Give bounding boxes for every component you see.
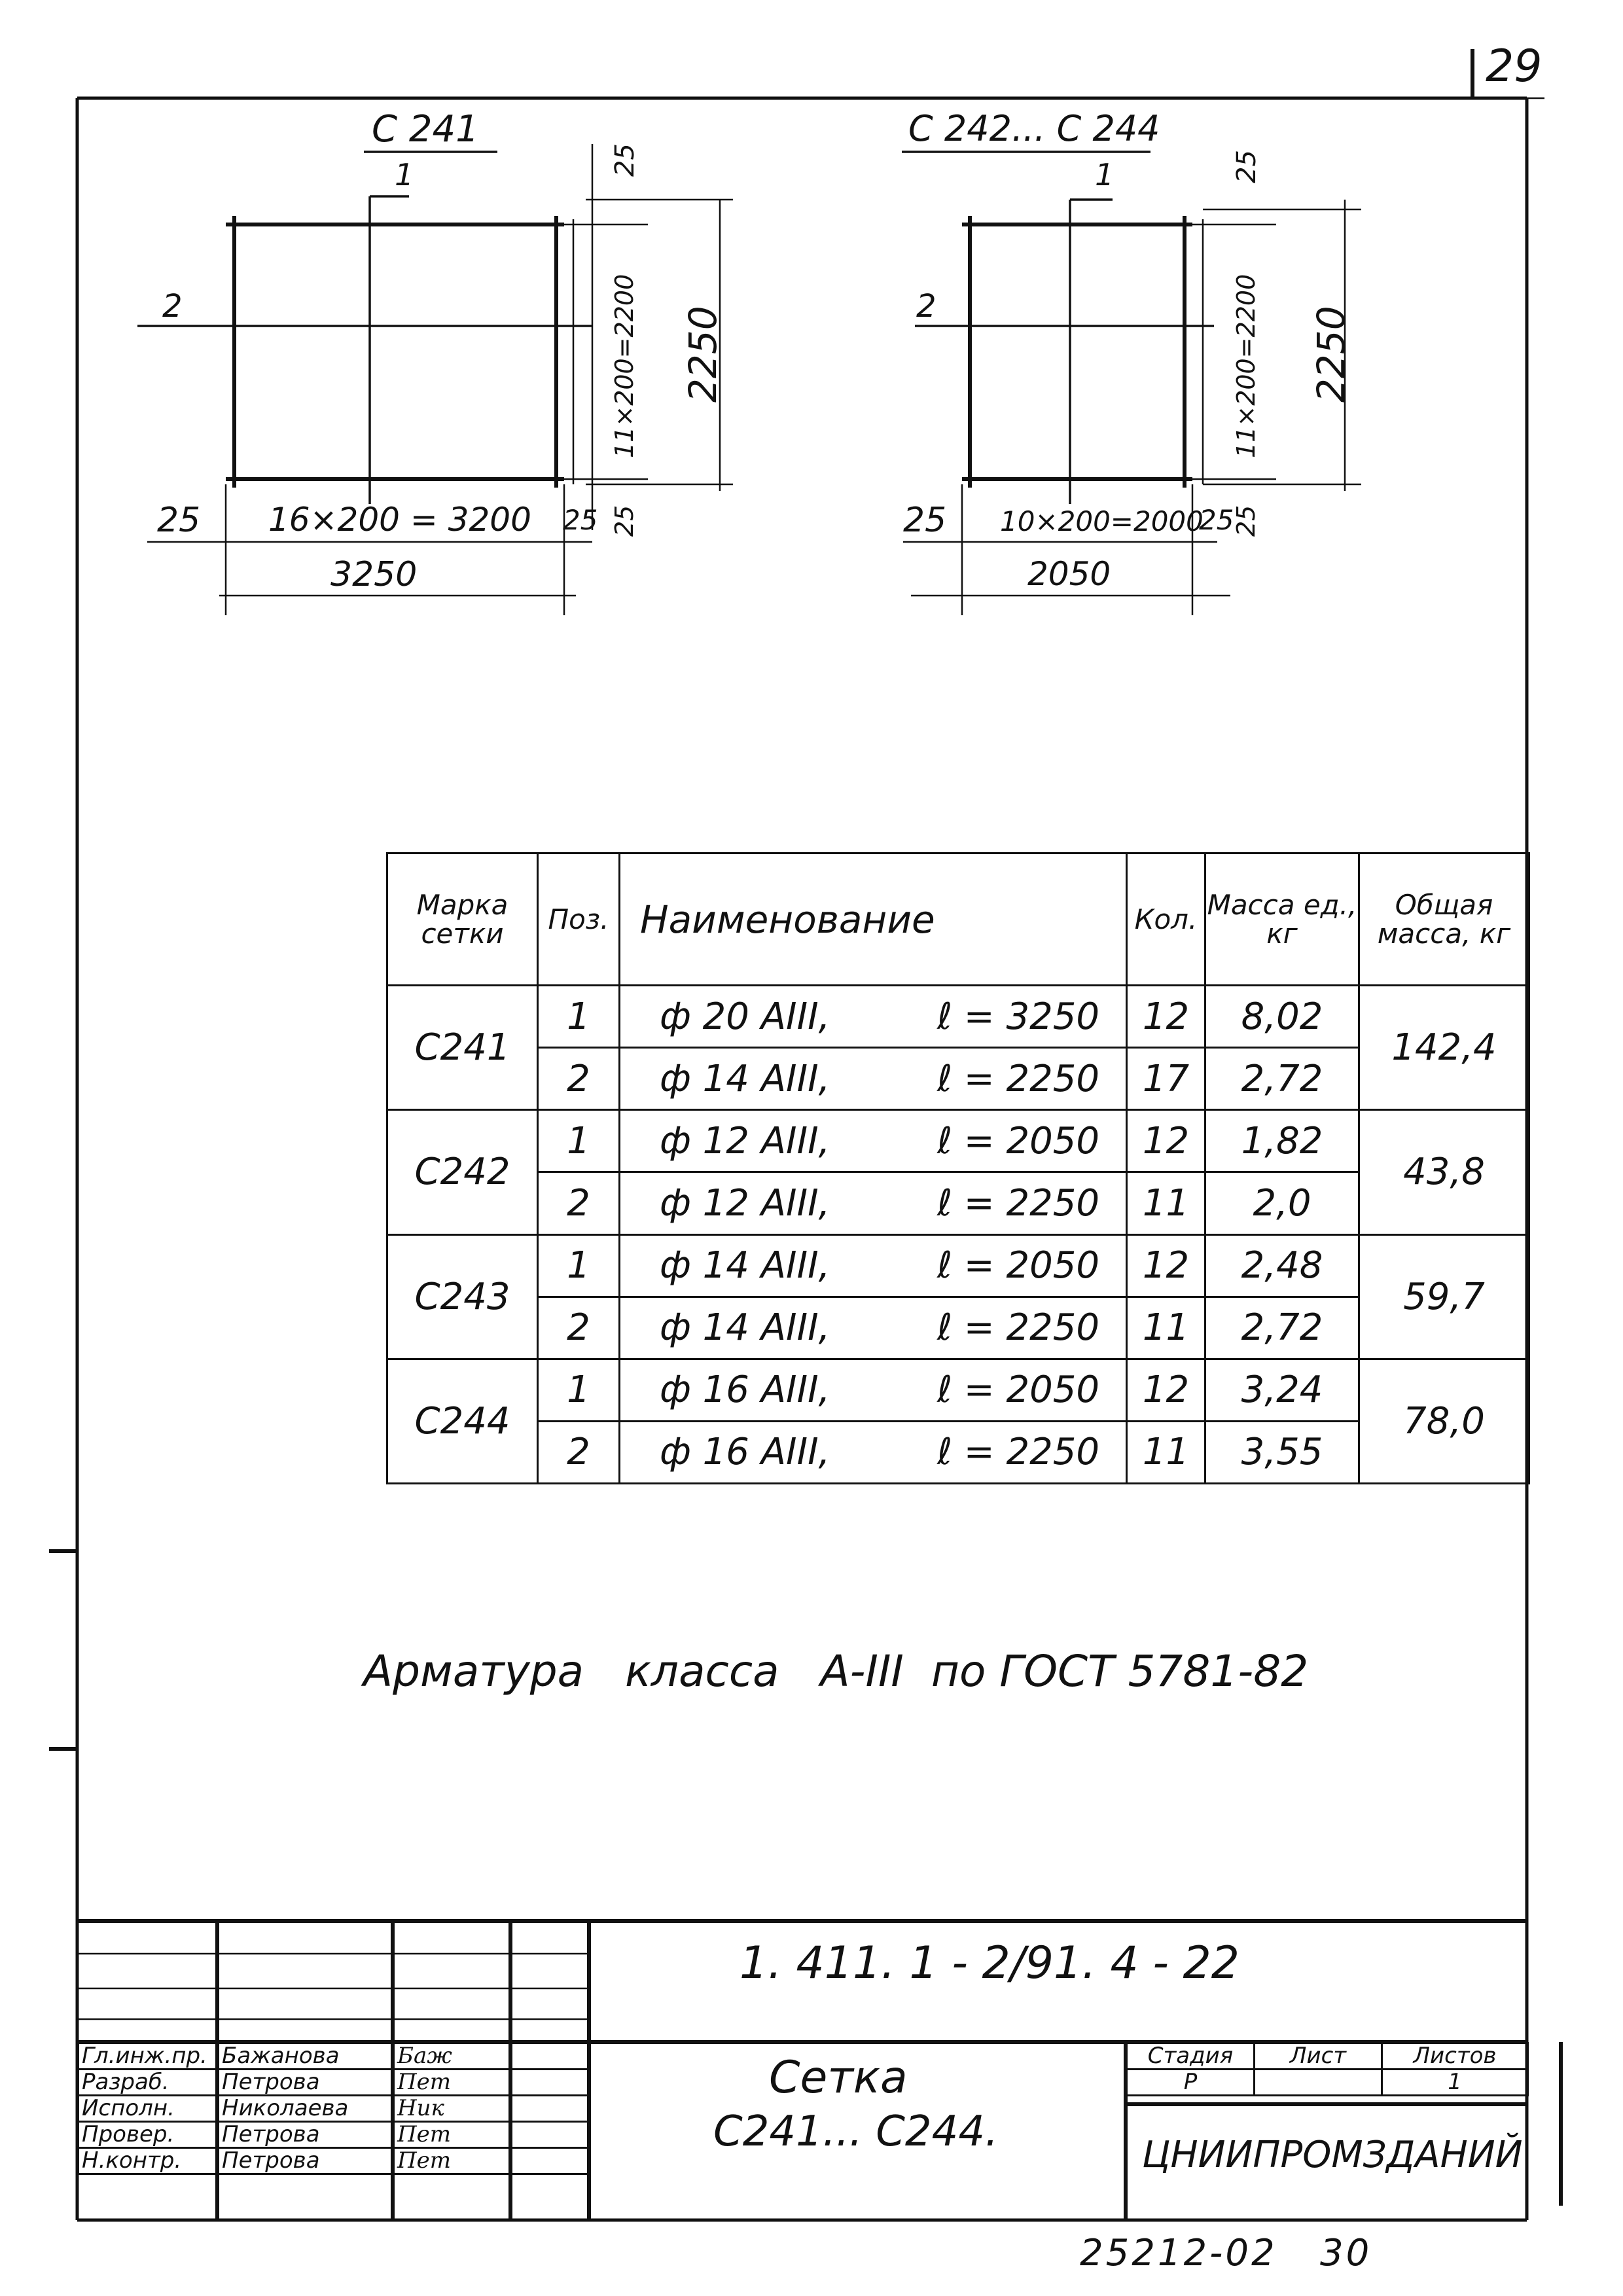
specification-table <box>386 852 1530 1484</box>
c242-c244-dim-bottom-25: 25 <box>1232 505 1260 537</box>
sheet-label: Лист <box>1255 2043 1382 2070</box>
signature-name: Бажанова <box>219 2043 394 2070</box>
table-row <box>387 1172 1529 1234</box>
c242-c244-dim-overall-width: 2050 <box>1027 555 1111 593</box>
c241-dim-overall-height: 2250 <box>681 306 725 403</box>
row-length: ℓ = 2250 <box>936 1057 1099 1100</box>
drawing-c241-lines <box>137 144 733 615</box>
row-pos: 2 <box>538 1421 620 1483</box>
row-length: ℓ = 2250 <box>936 1182 1099 1225</box>
signature: Пет <box>394 2122 512 2148</box>
table-row <box>387 986 1529 1048</box>
row-qty: 12 <box>1127 1110 1205 1172</box>
c241-dim-top-25: 25 <box>610 143 640 177</box>
signature-role: Гл.инж.пр. <box>79 2043 219 2070</box>
table-row <box>387 1048 1529 1110</box>
c242-c244-dim-right-25: 25 <box>1199 504 1234 536</box>
signature-name: Петрова <box>219 2148 394 2174</box>
header-unit-mass: Масса ед., кг <box>1205 853 1359 986</box>
header-pos: Поз. <box>538 853 620 986</box>
row-mass: 1,82 <box>1205 1110 1359 1172</box>
signature-date <box>512 2122 590 2148</box>
signature: Пет <box>394 2070 512 2096</box>
signature-row <box>79 2122 590 2148</box>
c241-dim-vertical-chain: 11×200=2200 <box>610 274 639 458</box>
signature-row <box>79 2148 590 2174</box>
row-name <box>620 1048 1127 1110</box>
signature-role: Провер. <box>79 2122 219 2148</box>
c241-section-1: 1 <box>395 157 414 192</box>
page-number: 29 <box>1486 41 1543 92</box>
c241-dim-bottom-25: 25 <box>610 505 639 537</box>
signature-role: Н.контр. <box>79 2148 219 2174</box>
row-total: 43,8 <box>1359 1110 1529 1234</box>
signature-role: Разраб. <box>79 2070 219 2096</box>
row-qty: 12 <box>1127 1359 1205 1421</box>
c242-c244-title: С 242... С 244 <box>908 108 1160 149</box>
row-mass: 3,55 <box>1205 1421 1359 1483</box>
c242-c244-dim-vertical-chain: 11×200=2200 <box>1232 274 1260 458</box>
signature-name: Петрова <box>219 2070 394 2096</box>
row-qty: 11 <box>1127 1421 1205 1483</box>
table-row <box>387 1421 1529 1483</box>
document-code: 1. 411. 1 - 2/91. 4 - 22 <box>740 1937 1240 1989</box>
organization-name: ЦНИИПРОМЗДАНИЙ <box>1142 2134 1523 2176</box>
table-row <box>387 1359 1529 1421</box>
row-bar: ф 14 AIII, <box>660 1306 830 1350</box>
c241-dim-left-25: 25 <box>157 501 201 540</box>
row-qty: 11 <box>1127 1297 1205 1359</box>
row-name <box>620 1172 1127 1234</box>
signature-date <box>512 2070 590 2096</box>
row-length: ℓ = 2250 <box>936 1306 1099 1350</box>
row-length: ℓ = 3250 <box>936 995 1099 1038</box>
row-mark: С243 <box>387 1234 538 1359</box>
row-name <box>620 1421 1127 1483</box>
row-mass: 2,0 <box>1205 1172 1359 1234</box>
stage-sheets-table <box>1126 2042 1529 2096</box>
row-name <box>620 1110 1127 1172</box>
table-row <box>387 1297 1529 1359</box>
row-mass: 2,72 <box>1205 1048 1359 1110</box>
row-total: 142,4 <box>1359 986 1529 1110</box>
row-mass: 8,02 <box>1205 986 1359 1048</box>
row-mass: 2,48 <box>1205 1234 1359 1297</box>
c242-c244-dim-horizontal-chain: 10×200=2000 <box>1000 505 1204 537</box>
approval-signatures-table <box>77 2042 591 2175</box>
c242-c244-section-2: 2 <box>916 288 936 325</box>
sheet-value <box>1255 2070 1382 2096</box>
c241-dim-overall-width: 3250 <box>330 555 418 594</box>
row-length: ℓ = 2050 <box>936 1244 1099 1287</box>
row-qty: 12 <box>1127 1234 1205 1297</box>
c242-c244-dim-top-25: 25 <box>1232 150 1262 183</box>
row-bar: ф 20 AIII, <box>660 995 830 1038</box>
row-bar: ф 16 AIII, <box>660 1431 830 1474</box>
spec-header-row <box>387 853 1529 986</box>
table-row <box>387 1110 1529 1172</box>
header-mark: Марка сетки <box>387 853 538 986</box>
row-name <box>620 1297 1127 1359</box>
row-pos: 2 <box>538 1172 620 1234</box>
signature-date <box>512 2043 590 2070</box>
row-pos: 1 <box>538 1110 620 1172</box>
row-mark: С241 <box>387 986 538 1110</box>
row-pos: 1 <box>538 986 620 1048</box>
row-length: ℓ = 2050 <box>936 1119 1099 1162</box>
signature-row <box>79 2070 590 2096</box>
row-bar: ф 14 AIII, <box>660 1057 830 1100</box>
row-qty: 11 <box>1127 1172 1205 1234</box>
signature-date <box>512 2096 590 2122</box>
row-mark: С244 <box>387 1359 538 1483</box>
signature: Пет <box>394 2148 512 2174</box>
signature-row <box>79 2096 590 2122</box>
signature-row <box>79 2043 590 2070</box>
sheets-label: Листов <box>1382 2043 1528 2070</box>
row-pos: 1 <box>538 1359 620 1421</box>
header-total-mass: Общая масса, кг <box>1359 853 1529 986</box>
product-title: Сетка <box>769 2052 908 2104</box>
signature-date <box>512 2148 590 2174</box>
c241-title: С 241 <box>372 108 479 151</box>
row-length: ℓ = 2250 <box>936 1431 1099 1474</box>
row-bar: ф 14 AIII, <box>660 1244 830 1287</box>
row-length: ℓ = 2050 <box>936 1369 1099 1412</box>
row-mass: 3,24 <box>1205 1359 1359 1421</box>
signature: Ник <box>394 2096 512 2122</box>
row-total: 59,7 <box>1359 1234 1529 1359</box>
row-name <box>620 1234 1127 1297</box>
signature-name: Петрова <box>219 2122 394 2148</box>
c242-c244-dim-overall-height: 2250 <box>1309 306 1353 403</box>
header-qty: Кол. <box>1127 853 1205 986</box>
signature-name: Николаева <box>219 2096 394 2122</box>
stage-value: Р <box>1127 2070 1255 2096</box>
row-total: 78,0 <box>1359 1359 1529 1483</box>
row-pos: 1 <box>538 1234 620 1297</box>
sheets-value: 1 <box>1382 2070 1528 2096</box>
stage-label: Стадия <box>1127 2043 1255 2070</box>
c241-dim-horizontal-chain: 16×200 = 3200 <box>268 501 531 539</box>
signature: Баж <box>394 2043 512 2070</box>
row-name <box>620 1359 1127 1421</box>
signature-role: Исполн. <box>79 2096 219 2122</box>
c242-c244-section-1: 1 <box>1095 157 1115 192</box>
row-mass: 2,72 <box>1205 1297 1359 1359</box>
row-bar: ф 12 AIII, <box>660 1119 830 1162</box>
c242-c244-dim-left-25: 25 <box>903 501 947 540</box>
row-bar: ф 16 AIII, <box>660 1369 830 1412</box>
c241-dim-right-25: 25 <box>563 504 598 536</box>
row-qty: 12 <box>1127 986 1205 1048</box>
footer-code: 25212-02 30 <box>1080 2232 1372 2274</box>
c241-section-2: 2 <box>162 288 183 325</box>
drawing-c242-c244-lines <box>902 152 1361 615</box>
row-qty: 17 <box>1127 1048 1205 1110</box>
reinforcement-note: Арматура класса A-III по ГОСТ 5781-82 <box>363 1646 1309 1696</box>
row-name <box>620 986 1127 1048</box>
header-name: Наименование <box>620 853 1127 986</box>
product-range: С241... С244. <box>713 2108 999 2156</box>
row-pos: 2 <box>538 1048 620 1110</box>
row-bar: ф 12 AIII, <box>660 1182 830 1225</box>
row-mark: С242 <box>387 1110 538 1234</box>
row-pos: 2 <box>538 1297 620 1359</box>
table-row <box>387 1234 1529 1297</box>
